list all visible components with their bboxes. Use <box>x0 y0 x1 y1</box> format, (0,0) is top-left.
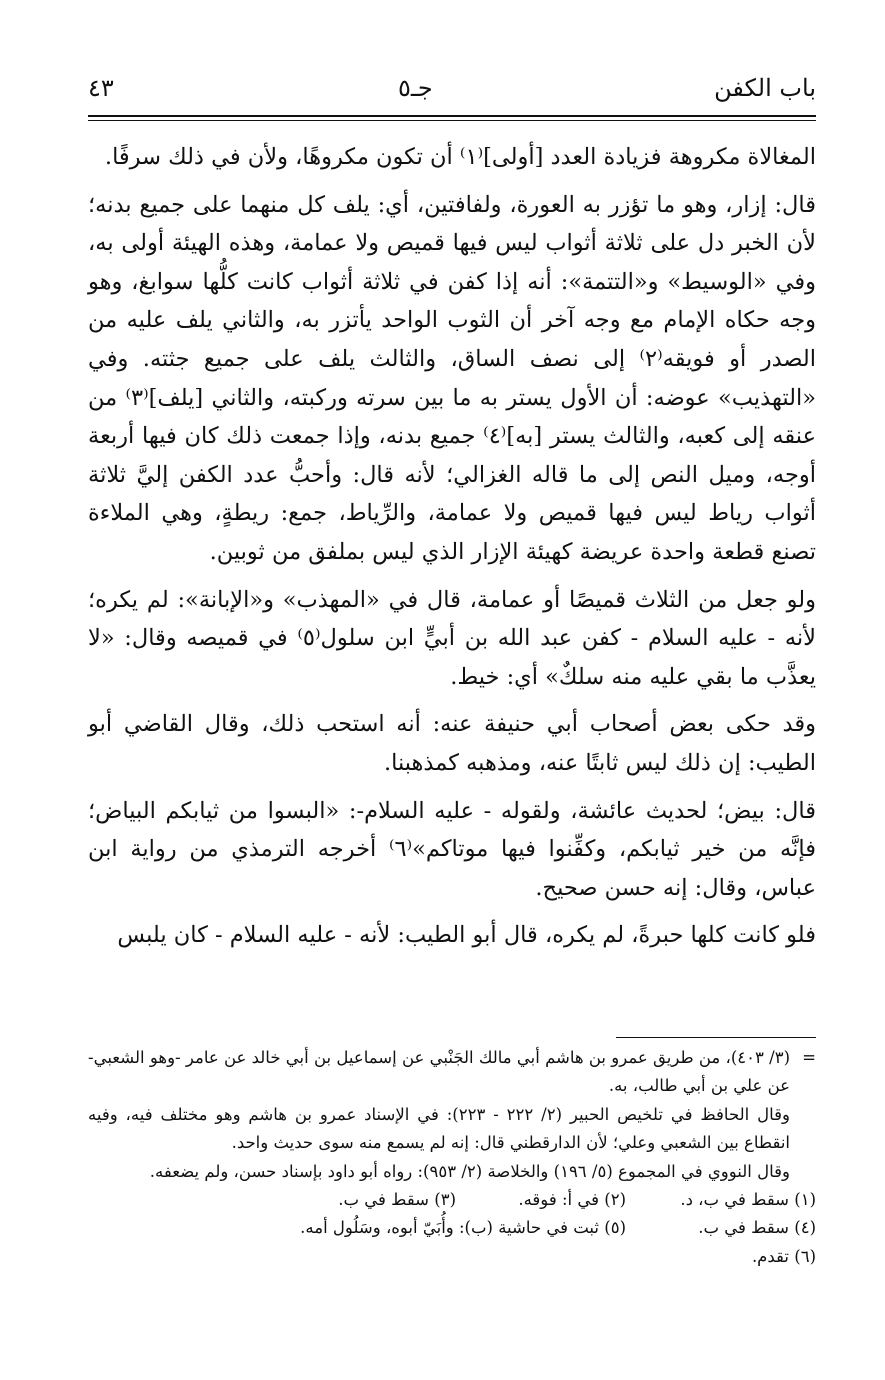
footnote-2: (٢) في أ: فوقه. <box>518 1190 626 1210</box>
footnote-separator <box>616 1037 816 1038</box>
paragraph: فلو كانت كلها حبرةً، لم يكره، قال أبو الطيب: لأنه - عليه السلام - كان يلبس <box>117 922 816 949</box>
footnote-line: وقال النووي في المجموع (٥/ ١٩٦) والخلاصة (٢/ ٩٥٣): رواه أبو داود بإسناد حسن، ولم يضعفه. <box>149 1161 790 1181</box>
paragraph: المغالاة مكروهة فزيادة العدد [أولى]⁽١⁾ أن تكون مكروهًا، ولأن في ذلك سرفًا. <box>104 144 816 170</box>
volume-label: جـ٥ <box>398 74 433 102</box>
footnote-1: (١) سقط في ب، د. <box>680 1190 816 1210</box>
footnote-3: (٣) سقط في ب. <box>338 1190 456 1210</box>
footnote-line: وقال الحافظ في تلخيص الحبير (٢/ ٢٢٢ - ٢٢٣): في الإسناد عمرو بن هاشم وهو مختلف فيه، وفيه انقطاع بين الشعبي وعلي؛ لأن الدارقطني قال: إنه لم يسمع منه سوى حديث واحد. <box>88 1104 790 1153</box>
footnote-continuation <box>88 1044 816 1186</box>
footnote-row <box>88 1243 816 1271</box>
footnote-6: (٦) تقدم. <box>751 1246 816 1266</box>
page-number: ٤٣ <box>88 74 114 102</box>
header-rule-thick <box>88 115 816 117</box>
main-text <box>88 138 816 964</box>
continuation-marker: = <box>802 1048 816 1067</box>
chapter-title: باب الكفن <box>714 74 816 102</box>
footnote-row <box>88 1186 816 1214</box>
footnote-4: (٤) سقط في ب. <box>698 1218 816 1238</box>
running-header <box>88 70 816 110</box>
paragraph: قال: إزار، وهو ما تؤزر به العورة، ولفافتين، أي: يلف كل منهما على جميع بدنه؛ لأن الخبر دل على ثلاثة أثواب ليس فيها قميص ولا عمامة، وهذه الهيئة أولى به، وفي «الوسيط» و«التتمة»: أنه إذا كفن في ثلاثة أثواب كانت كلُّها سوابغ، وهو وجه حكاه الإمام مع وجه آخر أن الثوب الواحد يأتزر به، والثاني يلف عليه من الصدر أو فويقه⁽٢⁾ إلى نصف الساق، والثالث يلف على جميع جثته. وفي «التهذيب» عوضه: أن الأول يستر به ما بين سرته وركبته، والثاني [يلف]⁽٣⁾ من عنقه إلى كعبه، والثالث يستر [به]⁽٤⁾ جميع بدنه، وإذا جمعت ذلك كان فيها أربعة أوجه، وميل النص إلى ما قاله الغزالي؛ لأنه قال: وأحبُّ عدد الكفن إليَّ ثلاثة أثواب رياط ليس فيها قميص ولا عمامة، والرِّياط، جمع: ريطةٍ، وهي الملاءة تصنع قطعة واحدة عريضة كهيئة الإزار الذي ليس بملفق من ثوبين. <box>88 191 817 565</box>
paragraph: وقد حكى بعض أصحاب أبي حنيفة عنه: أنه استحب ذلك، وقال القاضي أبو الطيب: إن ذلك ليس ثابتًا عنه، ومذهبه كمذهبنا. <box>88 711 816 776</box>
paragraph: قال: بيض؛ لحديث عائشة، ولقوله - عليه السلام-: «البسوا من ثيابكم البياض؛ فإنَّه من خير ثيابكم، وكفِّنوا فيها موتاكم»⁽٦⁾ أخرجه الترمذي من رواية ابن عباس، وقال: إنه حسن صحيح. <box>88 797 816 901</box>
footnote-line: (٣/ ٤٠٣)، من طريق عمرو بن هاشم أبي مالك الجَنْبي عن إسماعيل بن أبي خالد عن عامر -وهو الشعبي- عن علي بن أبي طالب، به. <box>88 1048 790 1096</box>
paragraph: ولو جعل من الثلاث قميصًا أو عمامة، قال في «المهذب» و«الإبانة»: لم يكره؛ لأنه - عليه السلام - كفن عبد الله بن أبيٍّ ابن سلول⁽٥⁾ في قميصه وقال: «لا يعذَّب ما بقي عليه منه سلكٌ» أي: خيط. <box>88 586 816 690</box>
footnote-row <box>88 1214 816 1242</box>
header-rule-thin <box>88 120 816 121</box>
footnotes <box>88 1044 816 1271</box>
footnote-5: (٥) ثبت في حاشية (ب): وأُبَيّ أبوه، وسَلُول أمه. <box>300 1218 626 1238</box>
